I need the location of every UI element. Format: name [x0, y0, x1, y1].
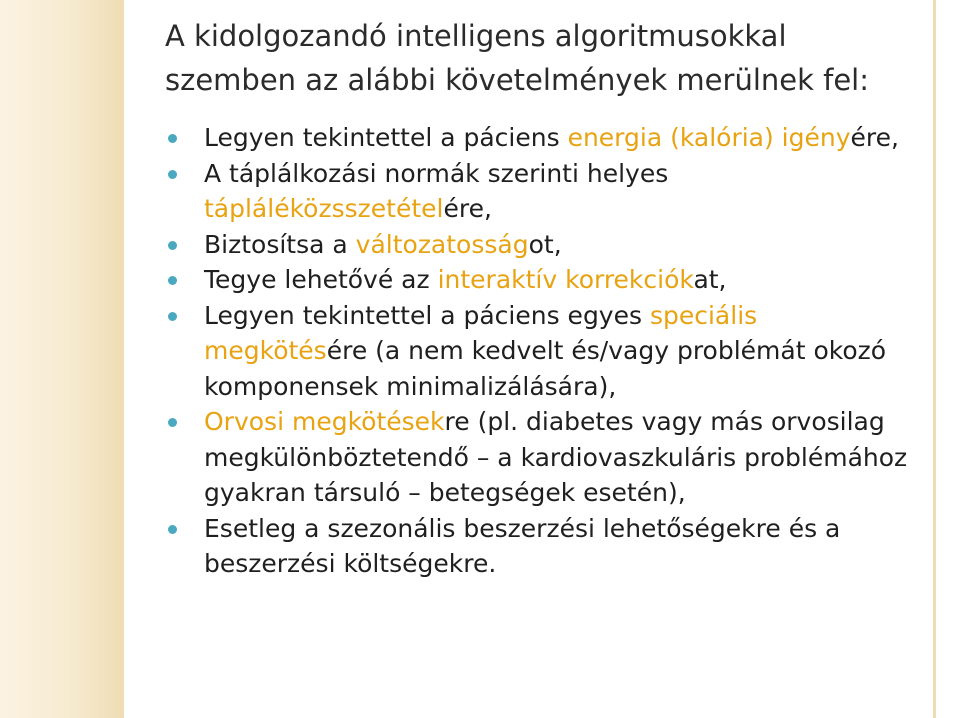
- highlight-segment: Orvosi megkötések: [204, 407, 445, 436]
- slide-title: [165, 14, 925, 102]
- bullet-dot-icon: [168, 276, 177, 285]
- highlight-segment: energia (kalória) igény: [567, 123, 851, 152]
- text-segment: Tegye lehetővé az: [204, 265, 438, 294]
- highlight-segment: interaktív korrekciók: [437, 265, 694, 294]
- list-item: [168, 120, 928, 156]
- highlight-segment: változatosság: [355, 229, 529, 259]
- list-item: [168, 156, 928, 227]
- text-segment: re (pl. diabetes vagy más orvosilag megkülönböztetendő – a kardiovaszkuláris problémához gyakran társuló – betegségek esetén),: [204, 407, 908, 507]
- list-item: [168, 262, 928, 298]
- text-segment: ére (a nem kedvelt és/vagy problémát okozó komponensek minimalizálására),: [204, 336, 887, 401]
- bullet-text: [204, 123, 899, 152]
- list-item: [168, 404, 928, 511]
- bullet-text: [204, 301, 886, 401]
- text-segment: ére,: [443, 194, 492, 223]
- bullet-dot-icon: [168, 170, 177, 179]
- text-segment: Biztosítsa a: [204, 229, 356, 259]
- text-segment: at,: [693, 265, 727, 294]
- bullet-text: [204, 407, 907, 507]
- bullet-text: [204, 159, 668, 224]
- bullet-text: [204, 514, 840, 579]
- bullet-dot-icon: [168, 134, 177, 143]
- text-segment: Legyen tekintettel a páciens egyes: [204, 300, 650, 330]
- bullet-text: [204, 230, 562, 259]
- text-segment: Legyen tekintettel a páciens: [204, 123, 568, 152]
- text-segment: ot,: [528, 229, 562, 259]
- text-segment: A táplálkozási normák szerinti helyes: [204, 158, 669, 188]
- slide-title-line-1: A kidolgozandó intelligens algoritmusokkal: [165, 19, 787, 53]
- highlight-segment: speciális megkötés: [204, 300, 758, 365]
- text-segment: ére,: [850, 123, 899, 152]
- text-segment: Esetleg a szezonális beszerzési lehetőségekre és a beszerzési költségekre.: [204, 513, 841, 578]
- decorative-right-line: [933, 0, 936, 718]
- bullet-dot-icon: [168, 312, 177, 321]
- highlight-segment: tápláléközsszetétel: [204, 194, 444, 223]
- list-item: [168, 511, 928, 582]
- decorative-left-band: [0, 0, 124, 718]
- bullet-dot-icon: [168, 525, 177, 534]
- bullet-dot-icon: [168, 418, 177, 427]
- bullet-text: [204, 265, 727, 294]
- requirements-list: [168, 120, 928, 582]
- list-item: [168, 298, 928, 405]
- bullet-dot-icon: [168, 241, 177, 250]
- slide-title-line-2: szemben az alábbi követelmények merülnek fel:: [165, 63, 870, 97]
- list-item: [168, 227, 928, 263]
